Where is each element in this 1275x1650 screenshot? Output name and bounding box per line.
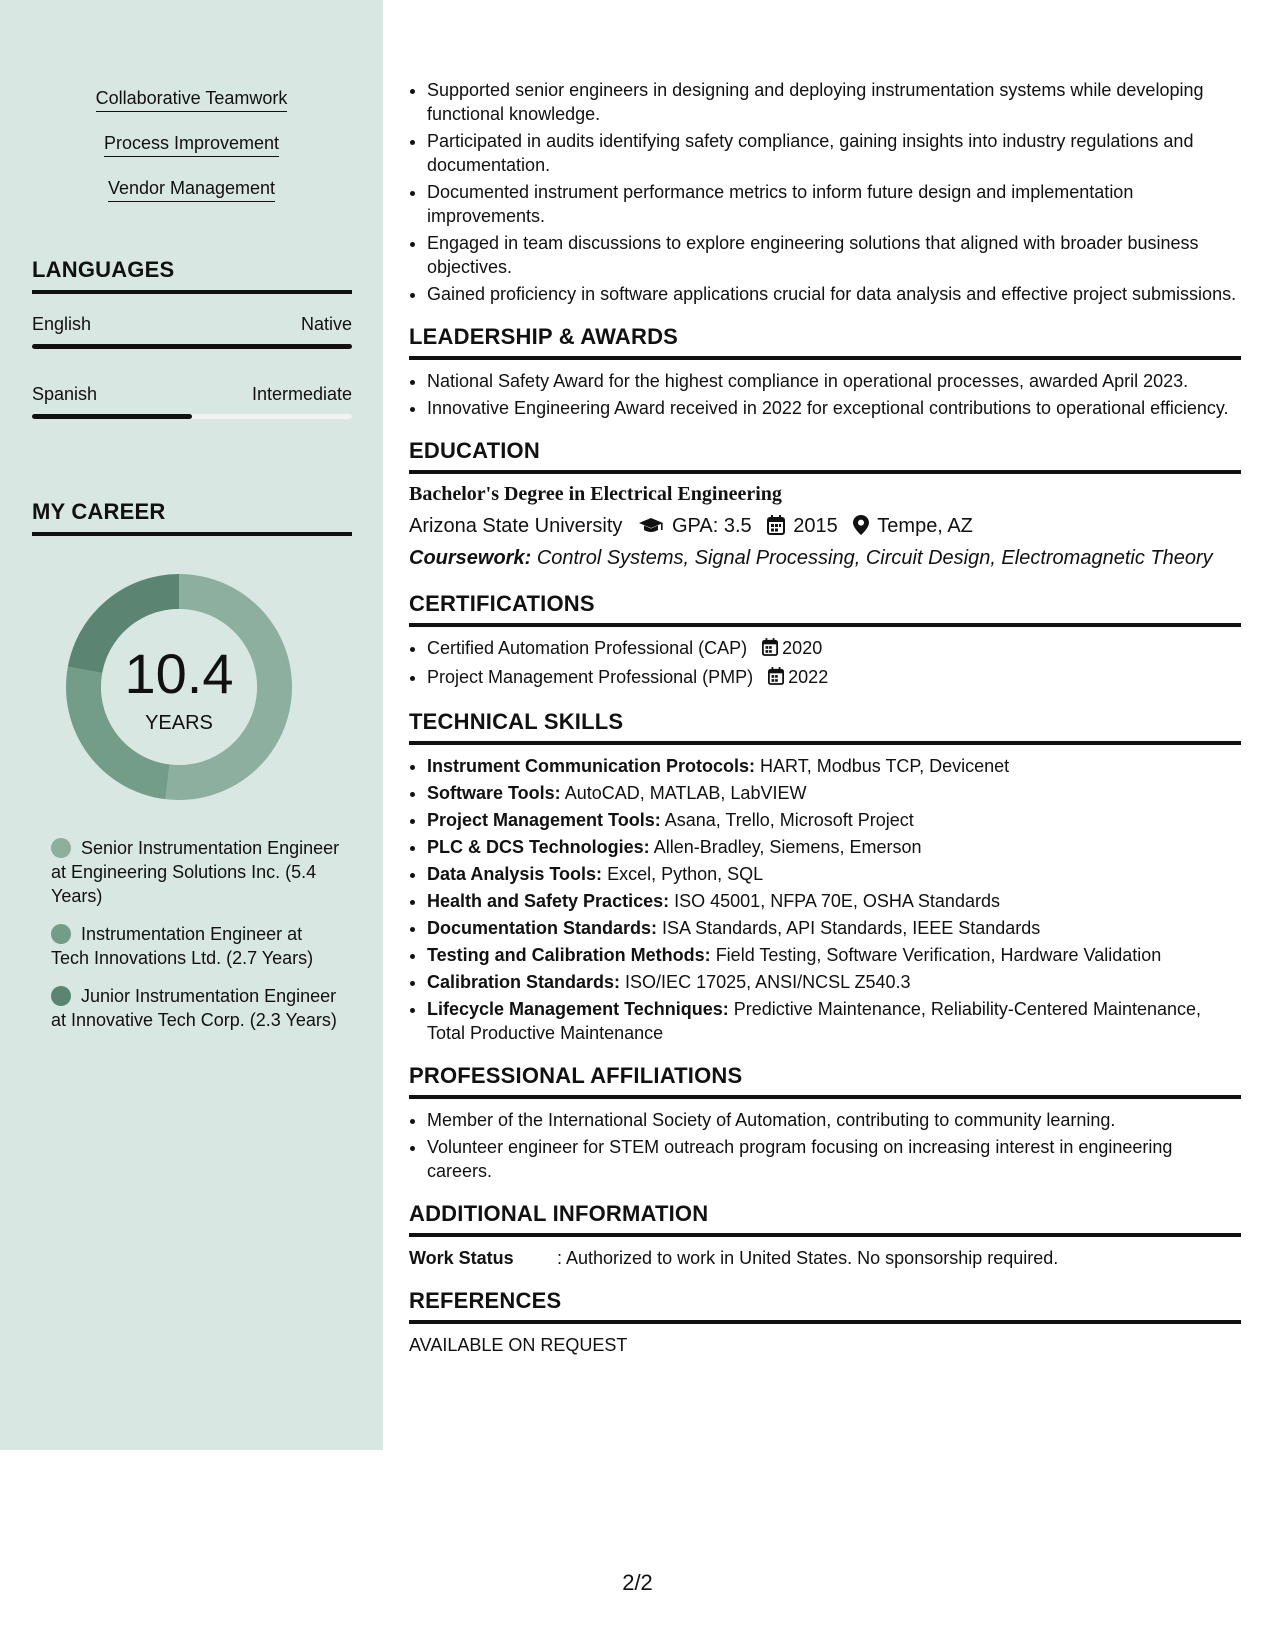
calendar-icon	[762, 638, 778, 662]
list-item: • Certified Automation Professional (CAP) 2020	[427, 636, 1241, 662]
technical-skills-list	[409, 754, 1241, 1045]
legend-dot	[51, 838, 71, 858]
career-legend-item: Junior Instrumentation Engineer at Innovative Tech Corp. (2.3 Years)	[51, 986, 337, 1030]
calendar-icon	[767, 515, 785, 543]
list-item: • Project Management Tools: Asana, Trello, Microsoft Project	[427, 808, 1241, 832]
references-text: AVAILABLE ON REQUEST	[409, 1335, 628, 1355]
certifications-heading: CERTIFICATIONS	[409, 591, 1241, 627]
language-bar-fill	[32, 414, 192, 419]
certifications-list	[409, 636, 1241, 691]
graduation-year: 2015	[793, 515, 838, 537]
coursework-value: Control Systems, Signal Processing, Circuit Design, Electromagnetic Theory	[536, 547, 1213, 569]
list-item: • Data Analysis Tools: Excel, Python, SQL	[427, 862, 1241, 886]
additional-info-heading: ADDITIONAL INFORMATION	[409, 1201, 1241, 1237]
language-bar-english	[32, 344, 352, 349]
school-name: Arizona State University	[409, 515, 623, 537]
school-location: Tempe, AZ	[877, 515, 973, 537]
graduation-cap-icon	[638, 515, 664, 543]
education-heading: EDUCATION	[409, 438, 1241, 474]
list-item: • Testing and Calibration Methods: Field Testing, Software Verification, Hardware Validation	[427, 943, 1241, 967]
legend-dot	[51, 986, 71, 1006]
main-content	[409, 78, 1241, 1357]
career-heading: MY CAREER	[32, 499, 352, 525]
calendar-icon	[768, 667, 784, 691]
list-item: • Project Management Professional (PMP) 2022	[427, 665, 1241, 691]
skill-item: Collaborative Teamwork	[0, 88, 383, 112]
list-item: • Documentation Standards: ISA Standards, API Standards, IEEE Standards	[427, 916, 1241, 940]
list-item: • Participated in audits identifying safety compliance, gaining insights into industry regulations and documentation.	[427, 129, 1241, 177]
legend-dot	[51, 924, 71, 944]
location-pin-icon	[853, 515, 869, 543]
career-years-label: YEARS	[145, 712, 213, 734]
experience-bullets	[409, 78, 1241, 306]
list-item: • National Safety Award for the highest compliance in operational processes, awarded April 2023.	[427, 369, 1241, 393]
list-item: • Innovative Engineering Award received in 2022 for exceptional contributions to operational efficiency.	[427, 396, 1241, 420]
sidebar	[0, 0, 383, 1450]
list-item: • Health and Safety Practices: ISO 45001, NFPA 70E, OSHA Standards	[427, 889, 1241, 913]
page-number: 2/2	[622, 1570, 653, 1595]
career-legend-item: Senior Instrumentation Engineer at Engineering Solutions Inc. (5.4 Years)	[51, 838, 340, 906]
cert-year: 2020	[782, 638, 823, 658]
list-item: • Engaged in team discussions to explore engineering solutions that aligned with broader business objectives.	[427, 231, 1241, 279]
list-item: • Instrument Communication Protocols: HART, Modbus TCP, Devicenet	[427, 754, 1241, 778]
leadership-list	[409, 369, 1241, 420]
skill-item: Process Improvement	[0, 133, 383, 157]
technical-skills-heading: TECHNICAL SKILLS	[409, 709, 1241, 745]
work-status-row	[409, 1246, 1241, 1270]
cert-year: 2022	[788, 667, 829, 687]
list-item: • Gained proficiency in software applications crucial for data analysis and effective project submissions.	[427, 282, 1241, 306]
list-item: • PLC & DCS Technologies: Allen-Bradley, Siemens, Emerson	[427, 835, 1241, 859]
career-total-years: 10.4	[124, 642, 234, 705]
education-details	[409, 512, 1241, 543]
skill-item: Vendor Management	[0, 178, 383, 202]
list-item: • Supported senior engineers in designing and deploying instrumentation systems while developing functional knowledge.	[427, 78, 1241, 126]
career-legend-item: Instrumentation Engineer at Tech Innovations Ltd. (2.7 Years)	[51, 924, 314, 968]
list-item: • Member of the International Society of Automation, contributing to community learning.	[427, 1108, 1241, 1132]
work-status-value: : Authorized to work in United States. No sponsorship required.	[557, 1248, 1059, 1268]
list-item: • Documented instrument performance metrics to inform future design and implementation improvements.	[427, 180, 1241, 228]
affiliations-list	[409, 1108, 1241, 1183]
coursework-label: Coursework:	[409, 547, 532, 569]
language-name: Spanish	[32, 384, 98, 404]
references-heading: REFERENCES	[409, 1288, 1241, 1324]
gpa: GPA: 3.5	[671, 515, 752, 537]
language-level: Native	[300, 314, 352, 334]
language-bar-fill	[32, 344, 352, 349]
list-item: • Lifecycle Management Techniques: Predictive Maintenance, Reliability-Centered Maintenance, Total Productive Maintenance	[427, 997, 1241, 1045]
language-level: Intermediate	[251, 384, 352, 404]
list-item: • Software Tools: AutoCAD, MATLAB, LabVIEW	[427, 781, 1241, 805]
list-item: • Calibration Standards: ISO/IEC 17025, ANSI/NCSL Z540.3	[427, 970, 1241, 994]
languages-heading: LANGUAGES	[32, 257, 352, 283]
leadership-heading: LEADERSHIP & AWARDS	[409, 324, 1241, 360]
language-name: English	[32, 314, 92, 334]
work-status-label: Work Status	[409, 1248, 514, 1268]
language-bar-spanish	[32, 414, 352, 419]
affiliations-heading: PROFESSIONAL AFFILIATIONS	[409, 1063, 1241, 1099]
coursework	[409, 543, 1241, 573]
degree-title: Bachelor's Degree in Electrical Engineering	[409, 483, 782, 505]
list-item: • Volunteer engineer for STEM outreach program focusing on increasing interest in engineering careers.	[427, 1135, 1241, 1183]
